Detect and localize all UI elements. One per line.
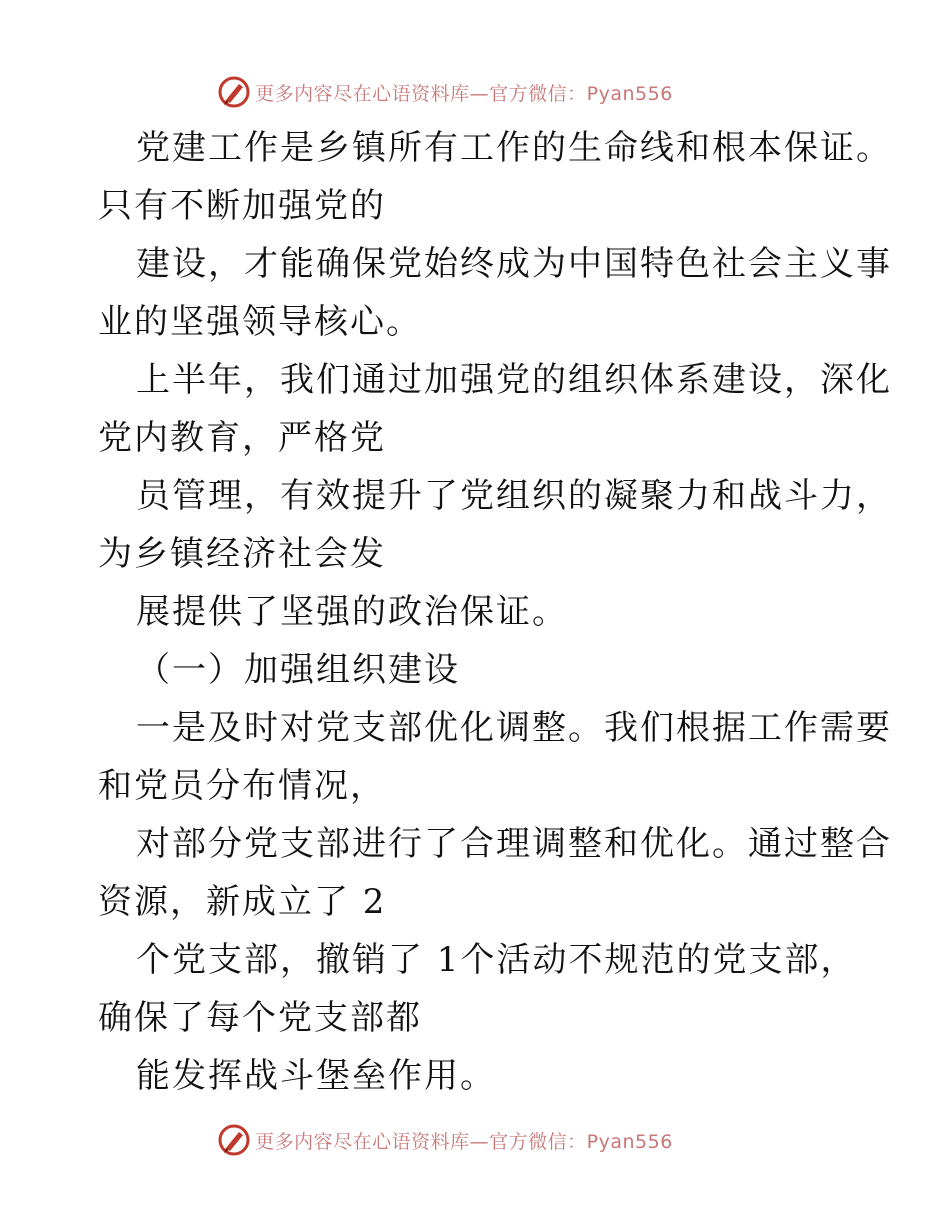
- paragraph-line: 为乡镇经济社会发: [98, 534, 386, 574]
- paragraph-line: 展提供了坚强的政治保证。: [136, 592, 568, 632]
- paragraph-line: 党建工作是乡镇所有工作的生命线和根本保证。: [136, 128, 892, 168]
- paragraph-line: 对部分党支部进行了合理调整和优化。通过整合: [136, 824, 892, 864]
- paragraph-line: 建设，才能确保党始终成为中国特色社会主义事: [136, 244, 892, 284]
- paragraph-line: 个党支部，撤销了 1个活动不规范的党支部，: [136, 940, 857, 980]
- footer-watermark: [0, 1120, 950, 1160]
- document-body: [98, 119, 892, 1105]
- paragraph-line: 确保了每个党支部都: [98, 998, 422, 1038]
- paragraph-line: 员管理，有效提升了党组织的凝聚力和战斗力，: [136, 476, 892, 516]
- header-watermark: [0, 72, 950, 112]
- paragraph-line: 只有不断加强党的: [98, 186, 386, 226]
- watermark-text: 更多内容尽在心语资料库—官方微信：Pyan556: [255, 82, 673, 105]
- pen-logo-icon: [217, 1123, 251, 1157]
- pen-logo-icon: [217, 75, 251, 109]
- paragraph-line: 上半年，我们通过加强党的组织体系建设，深化: [136, 360, 892, 400]
- paragraph-line: 能发挥战斗堡垒作用。: [136, 1056, 496, 1096]
- paragraph-line: 资源，新成立了 2: [98, 882, 387, 922]
- paragraph-line: 一是及时对党支部优化调整。我们根据工作需要: [136, 708, 892, 748]
- paragraph-line: 业的坚强领导核心。: [98, 302, 422, 342]
- paragraph-line: 和党员分布情况，: [98, 766, 386, 806]
- section-heading: （一）加强组织建设: [136, 650, 460, 690]
- paragraph-line: 党内教育，严格党: [98, 418, 386, 458]
- watermark-text: 更多内容尽在心语资料库—官方微信：Pyan556: [255, 1130, 673, 1153]
